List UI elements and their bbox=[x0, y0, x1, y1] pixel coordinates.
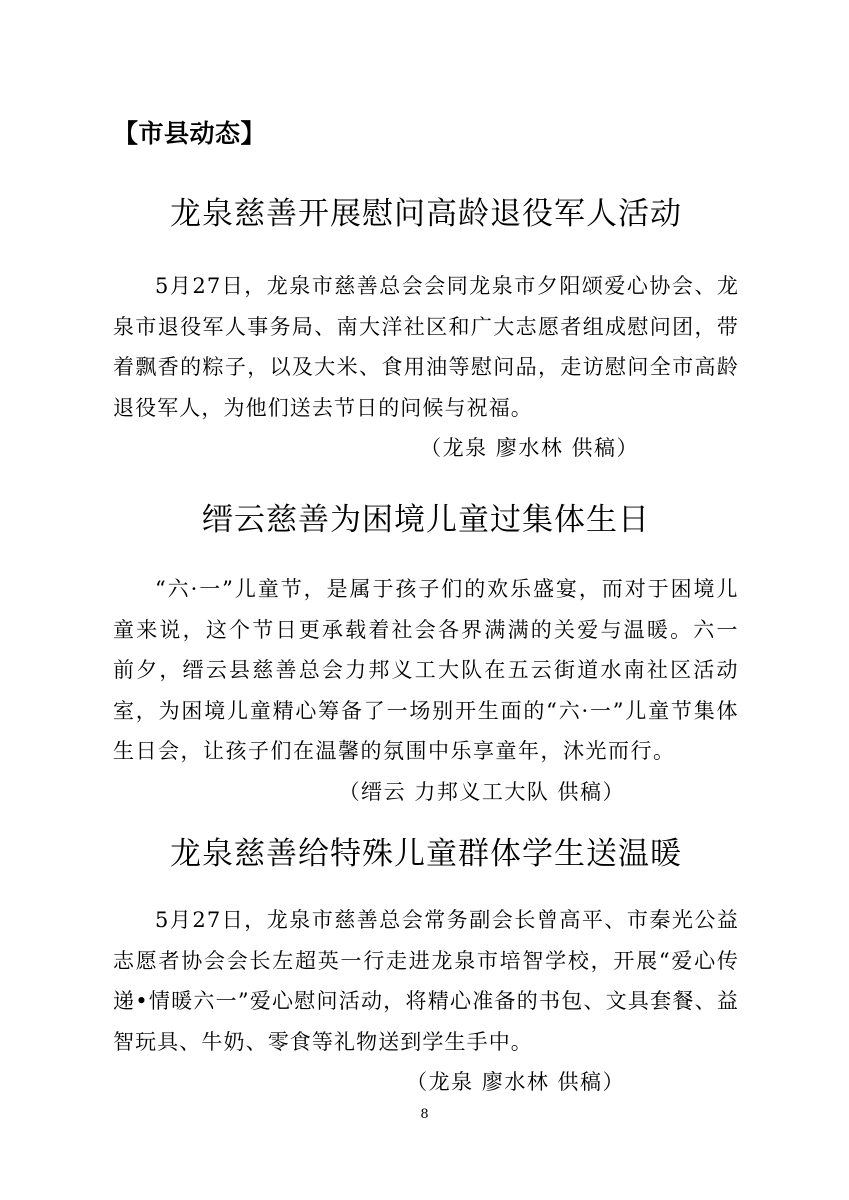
article-body: 5月27日，龙泉市慈善总会会同龙泉市夕阳颂爱心协会、龙泉市退役军人事务局、南大洋社区和广大志愿者组成慰问团，带着飘香的粽子，以及大米、食用油等慰问品，走访慰问全市高龄退役军人，为他们送去节日的问候与祝福。 bbox=[113, 274, 739, 420]
article-credit: （龙泉 廖水林 供稿） bbox=[420, 436, 639, 460]
article-jinyun-birthday bbox=[113, 498, 739, 812]
article-credit: （龙泉 廖水林 供稿） bbox=[406, 1070, 625, 1094]
section-tag: 【市县动态】 bbox=[113, 119, 267, 148]
page-number: 8 bbox=[420, 1107, 429, 1122]
article-body: “六·一”儿童节，是属于孩子们的欢乐盛宴，而对于困境儿童来说，这个节日更承载着社会各界满满的关爱与温暖。六一前夕，缙云县慈善总会力邦义工大队在五云街道水南社区活动室，为困境儿童精心筹备了一场别开生面的“六·一”儿童节集体生日会，让孩子们在温馨的氛围中乐享童年，沐光而行。 bbox=[113, 577, 739, 763]
article-longquan-veterans bbox=[113, 192, 739, 468]
article-title: 龙泉慈善给特殊儿童群体学生送温暖 bbox=[170, 836, 682, 872]
article-credit: （缙云 力邦义工大队 供稿） bbox=[338, 779, 625, 804]
article-title: 龙泉慈善开展慰问高龄退役军人活动 bbox=[170, 196, 682, 232]
article-title: 缙云慈善为困境儿童过集体生日 bbox=[202, 502, 650, 538]
article-body: 5月27日，龙泉市慈善总会常务副会长曾高平、市秦光公益志愿者协会会长左超英一行走进龙泉市培智学校，开展“爱心传递•情暖六一”爱心慰问活动，将精心准备的书包、文具套餐、益智玩具、牛奶、零食等礼物送到学生手中。 bbox=[113, 908, 739, 1054]
article-longquan-special-school bbox=[113, 832, 739, 1102]
